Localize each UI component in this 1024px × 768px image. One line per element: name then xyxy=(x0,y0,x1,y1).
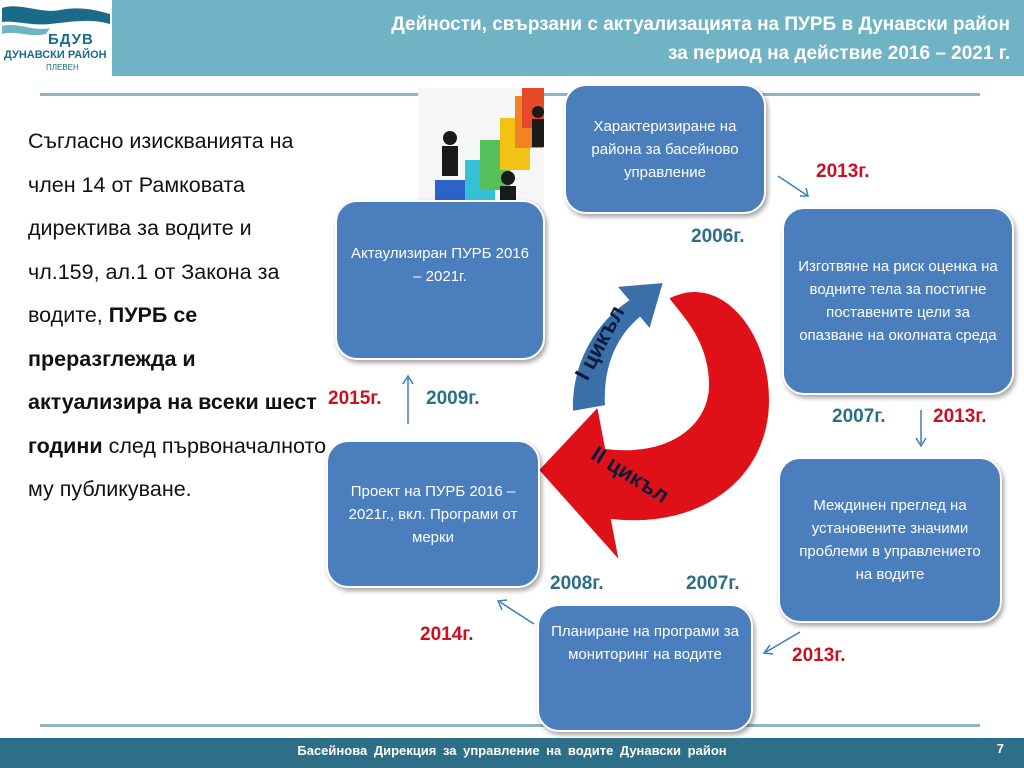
cycle-two-arrow xyxy=(538,291,770,562)
step-risk-assessment: Изготвяне на риск оценка на водните тела за постигне поставените цели за опазване на околната среда xyxy=(782,207,1014,395)
step-interim-review: Междинен преглед на установените значими проблеми в управлението на водите xyxy=(778,457,1002,623)
year-label: 2013г. xyxy=(933,406,987,427)
year-label: 2009г. xyxy=(426,388,480,409)
step-updated-plan: Актаулизиран ПУРБ 2016 – 2021г. xyxy=(335,200,545,360)
step-characterization: Характеризиране на района за басейново управление xyxy=(564,84,766,214)
logo-name: ДУНАВСКИ РАЙОН xyxy=(4,49,107,61)
year-label: 2007г. xyxy=(832,406,886,427)
body-text-bold: ПУРБ се преразглежда и актуализира на всеки шест години xyxy=(28,303,317,458)
logo-abbr: БДУВ xyxy=(48,31,94,48)
title-line-2: за период на действие 2016 – 2021 г. xyxy=(668,43,1010,64)
year-label: 2013г. xyxy=(816,161,870,182)
year-label: 2007г. xyxy=(686,573,740,594)
body-text-end: след първоначалното му публикуване. xyxy=(28,433,327,501)
year-label: 2008г. xyxy=(550,573,604,594)
year-label: 2014г. xyxy=(420,624,474,645)
year-label: 2013г. xyxy=(792,645,846,666)
step-draft-plan: Проект на ПУРБ 2016 – 2021г., вкл. Програми от мерки xyxy=(326,440,540,588)
footer-bar xyxy=(0,738,1024,768)
cycle-one-label: I цикъл xyxy=(569,301,630,385)
page-number: 7 xyxy=(996,741,1004,756)
logo-city: ПЛЕВЕН xyxy=(46,63,79,72)
step-monitoring-planning: Планиране на програми за мониторинг на водите xyxy=(537,604,753,732)
cycle-two-label: II цикъл xyxy=(586,441,674,509)
year-label: 2015г. xyxy=(328,388,382,409)
footer-text: Басейнова Дирекция за управление на водите Дунавски район xyxy=(297,743,727,758)
body-text-intro: Съгласно изискванията на член 14 от Рамковата директива за водите и чл.159, ал.1 от Закона за водите, xyxy=(28,129,294,327)
year-label: 2006г. xyxy=(691,226,745,247)
title-line-1: Дейности, свързани с актуализацията на ПУРБ в Дунавски район xyxy=(391,14,1010,35)
